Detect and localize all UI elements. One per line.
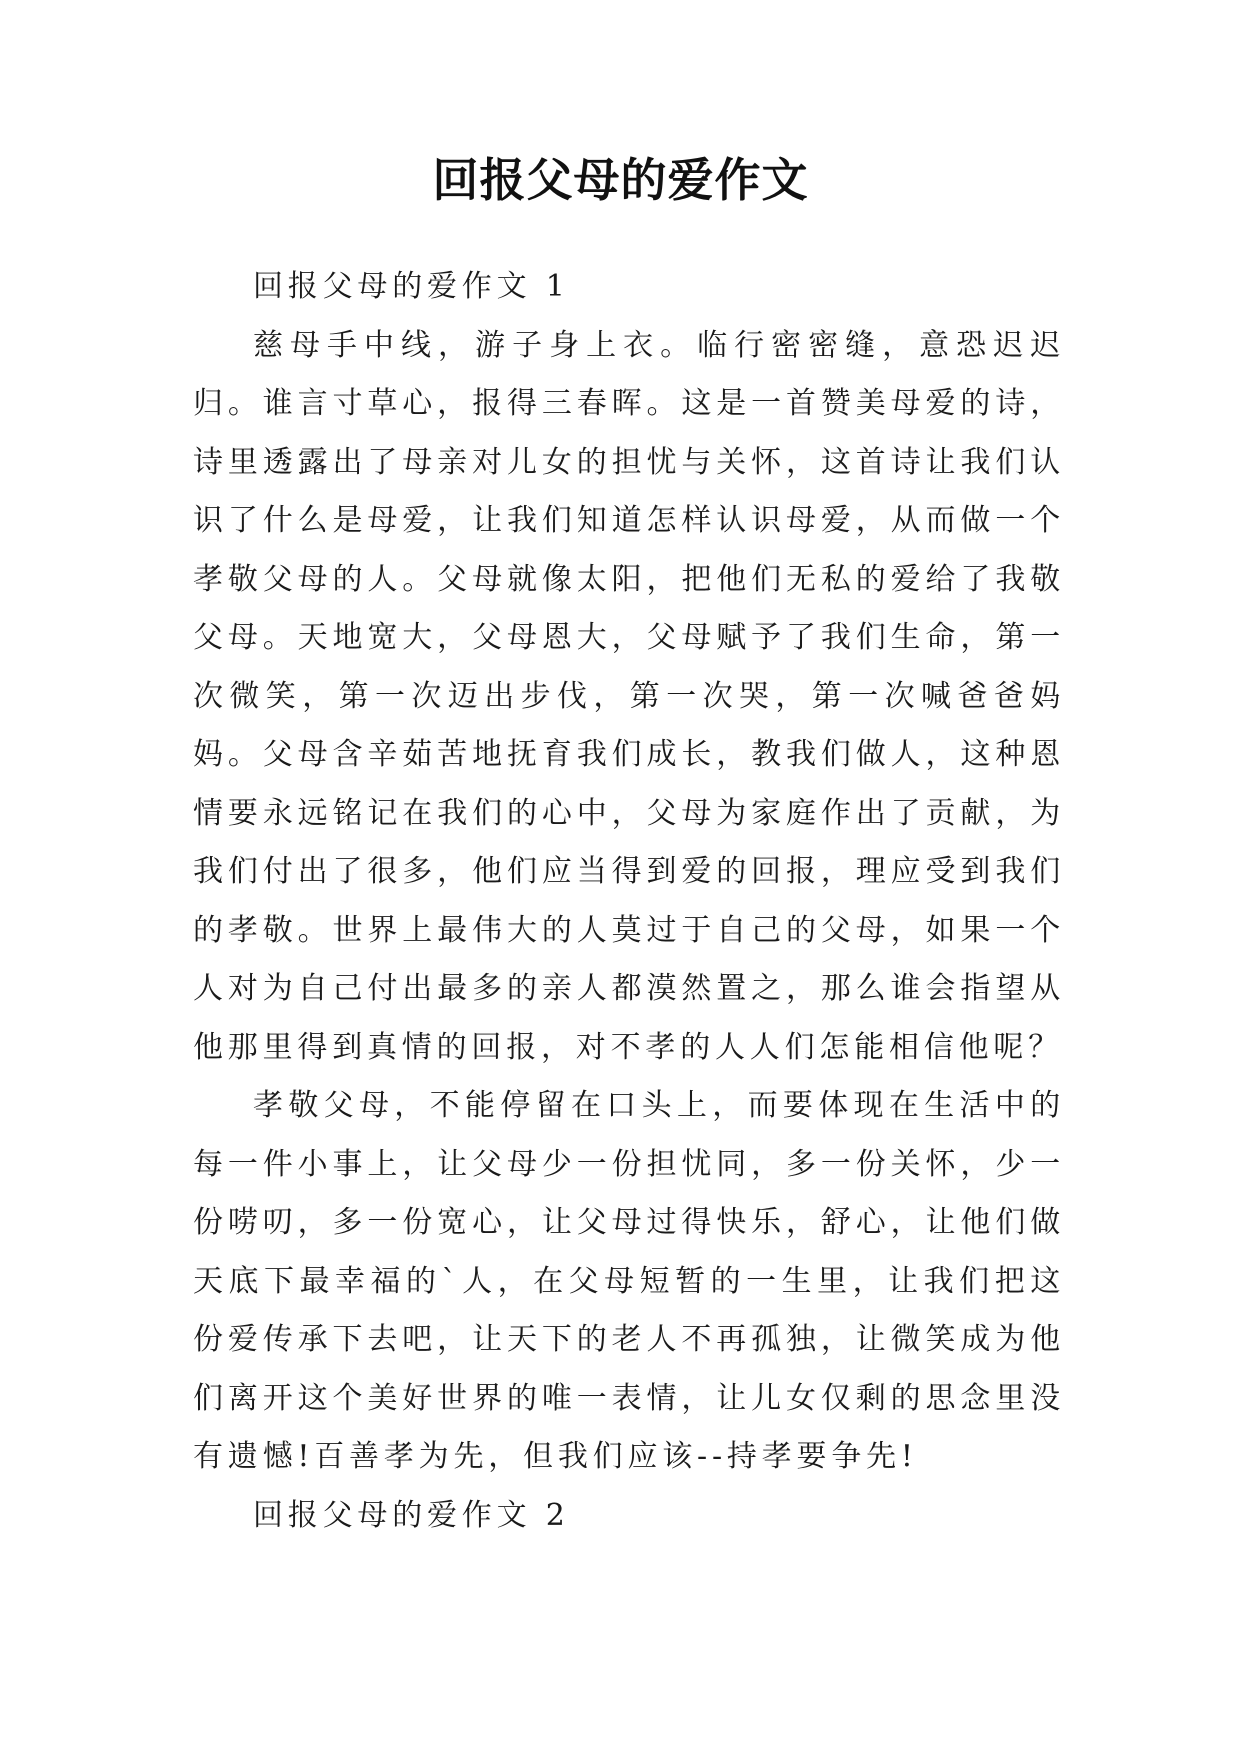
document-title: 回报父母的爱作文 bbox=[432, 153, 809, 207]
paragraph-2: 孝敬父母，不能停留在口头上，而要体现在生活中的每一件小事上，让父母少一份担忧同，多一份关怀，少一份唠叨，多一份宽心，让父母过得快乐，舒心，让他们做天底下最幸福的`人，在父母短暂的一生里，让我们把这份爱传承下去吧，让天下的老人不再孤独，让微笑成为他们离开这个美好世界的唯一表情，让儿女仅剩的思念里没有遗憾!百善孝为先，但我们应该--持孝要争先! bbox=[193, 1088, 1065, 1474]
section-heading-2: 回报父母的爱作文 2 bbox=[253, 1497, 570, 1533]
paragraph-1: 慈母手中线，游子身上衣。临行密密缝，意恐迟迟归。谁言寸草心，报得三春晖。这是一首赞美母爱的诗，诗里透露出了母亲对儿女的担忧与关怀，这首诗让我们认识了什么是母爱，让我们知道怎样认识母爱，从而做一个孝敬父母的人。父母就像太阳，把他们无私的爱给了我敬父母。天地宽大，父母恩大，父母赋予了我们生命，第一次微笑，第一次迈出步伐，第一次哭，第一次喊爸爸妈妈。父母含辛茹苦地抚育我们成长，教我们做人，这种恩情要永远铭记在我们的心中，父母为家庭作出了贡献，为我们付出了很多，他们应当得到爱的回报，理应受到我们的孝敬。世界上最伟大的人莫过于自己的父母，如果一个人对为自己付出最多的亲人都漠然置之，那么谁会指望从他那里得到真情的回报，对不孝的人人们怎能相信他呢？ bbox=[193, 327, 1065, 1065]
document-body bbox=[193, 258, 1065, 1545]
section-heading-1: 回报父母的爱作文 1 bbox=[253, 269, 570, 304]
